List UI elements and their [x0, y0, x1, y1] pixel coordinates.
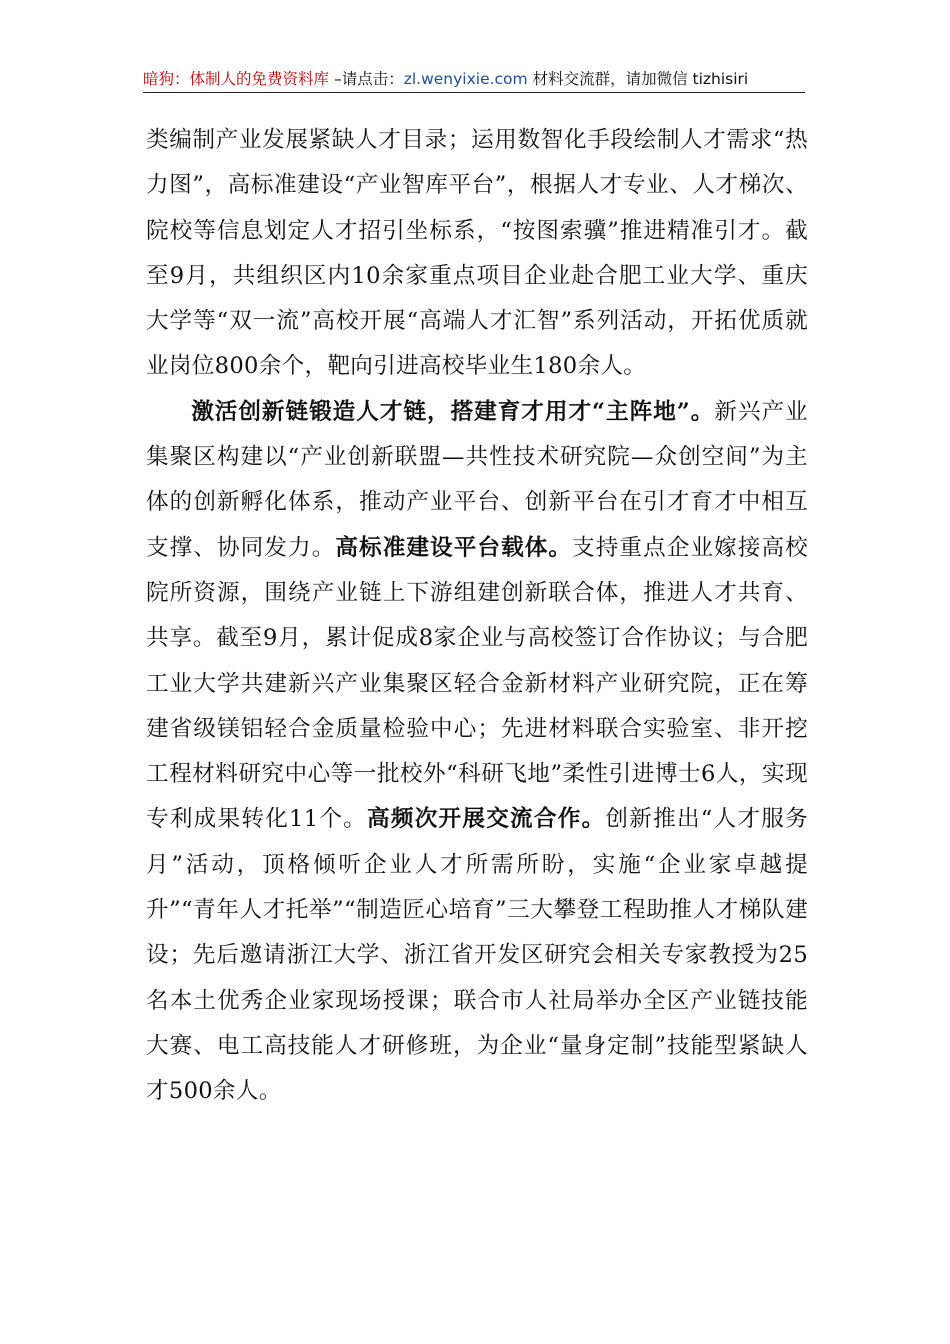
paragraph-2-text-3: 创新推出“人才服务月”活动，顶格倾听企业人才所需所盼，实施“企业家卓越提升”“青年人才托举”“制造匠心培育”三大攀登工程助推人才梯队建设；先后邀请浙江大学、浙江省开发区研究会相关专家教授为25名本土优秀企业家现场授课；联合市人社局举办全区产业链技能大赛、电工高技能人才研修班，为企业“量身定制”技能型紧缺人才500余人。 — [146, 806, 808, 1105]
header-brand: 暗狗：体制人的免费资料库 — [143, 70, 330, 88]
paragraph-2-text-1: 新兴产业集聚区构建以“产业创新联盟—共性技术研究院—众创空间”为主体的创新孵化体系，推动产业平台、创新平台在引才育才中相互支撑、协同发力。 — [146, 398, 808, 561]
paragraph-2-subheading-2: 高频次开展交流合作。 — [367, 806, 606, 833]
paragraph-2-subheading-1: 高标准建设平台载体。 — [335, 534, 573, 561]
page-header — [143, 66, 805, 93]
paragraph-2-text-2: 支持重点企业嫁接高校院所资源，围绕产业链上下游组建创新联合体，推进人才共育、共享。截至9月，累计促成8家企业与高校签订合作协议；与合肥工业大学共建新兴产业集聚区轻合金新材料产业研究院，正在筹建省级镁铝轻合金质量检验中心；先进材料联合实验室、非开挖工程材料研究中心等一批校外“科研飞地”柔性引进博士6人，实现专利成果转化11个。 — [146, 534, 809, 833]
document-body — [146, 118, 808, 1115]
header-prompt: –请点击： — [329, 70, 404, 88]
header-site-link[interactable]: zl.wenyixie.com — [403, 70, 528, 88]
paragraph-2 — [146, 390, 808, 1115]
paragraph-1: 类编制产业发展紧缺人才目录；运用数智化手段绘制人才需求“热力图”，高标准建设“产业智库平台”，根据人才专业、人才梯次、院校等信息划定人才招引坐标系，“按图索骥”推进精准引才。截至9月，共组织区内10余家重点项目企业赴合肥工业大学、重庆大学等“双一流”高校开展“高端人才汇智”系列活动，开拓优质就业岗位800余个，靶向引进高校毕业生180余人。 — [146, 127, 808, 380]
header-group-info: 材料交流群，请加微信 tizhisiri — [527, 70, 749, 88]
paragraph-2-heading: 激活创新链锻造人才链，搭建育才用才“主阵地”。 — [191, 398, 715, 425]
